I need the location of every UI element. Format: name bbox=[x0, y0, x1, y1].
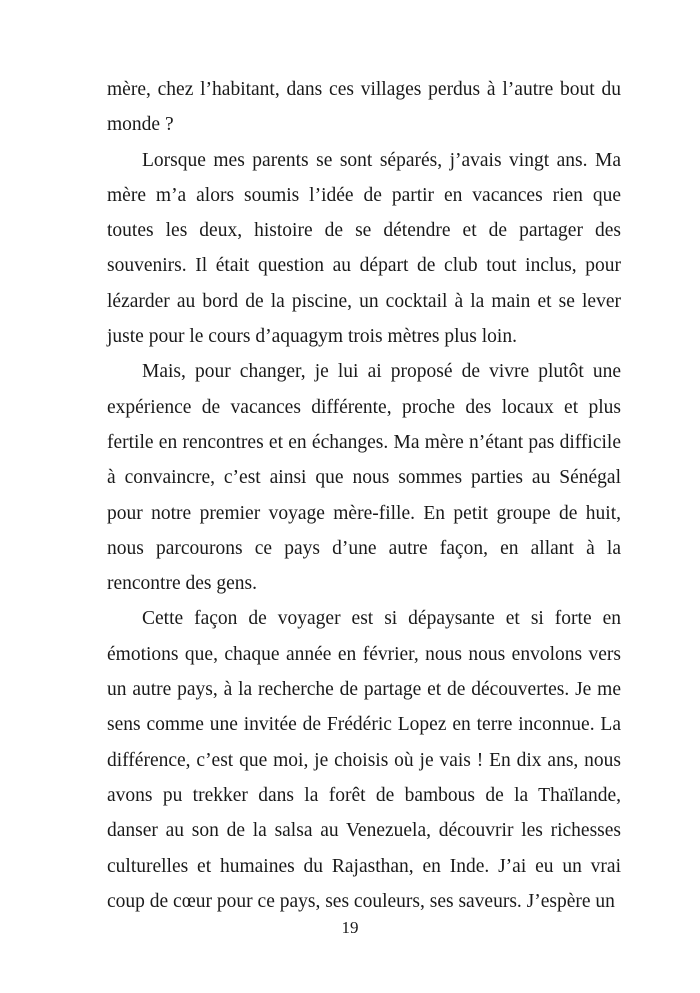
paragraph: Mais, pour changer, je lui ai proposé de vivre plutôt une expérience de vacances différente, proche des locaux et plus fertile en rencontres et en échanges. Ma mère n’étant pas difficile à convaincre, c’est ainsi que nous sommes parties au Sénégal pour notre premier voyage mère-fille. En petit groupe de huit, nous parcourons ce pays d’une autre façon, en allant à la rencontre des gens. bbox=[107, 361, 621, 595]
paragraph: Cette façon de voyager est si dépaysante et si forte en émotions que, chaque année en février, nous nous envolons vers un autre pays, à la recherche de partage et de découvertes. Je me sens comme une invitée de Frédéric Lopez en terre inconnue. La différence, c’est que moi, je choisis où je vais ! En dix ans, nous avons pu trekker dans la forêt de bambous de la Thaïlande, danser au son de la salsa au Venezuela, découvrir les richesses culturelles et humaines du Rajasthan, en Inde. J’ai eu un vrai coup de cœur pour ce pays, ses couleurs, ses saveurs. J’espère un bbox=[107, 608, 621, 912]
paragraph-continuation: mère, chez l’habitant, dans ces villages perdus à l’autre bout du monde ? bbox=[107, 79, 621, 136]
paragraph: Lorsque mes parents se sont séparés, j’avais vingt ans. Ma mère m’a alors soumis l’idée de partir en vacances rien que toutes les deux, histoire de se détendre et de partager des souvenirs. Il était question au départ de club tout inclus, pour lézarder au bord de la piscine, un cocktail à la main et se lever juste pour le cours d’aquagym trois mètres plus loin. bbox=[107, 149, 621, 348]
page-number: 19 bbox=[341, 918, 359, 937]
body-text bbox=[107, 72, 621, 919]
